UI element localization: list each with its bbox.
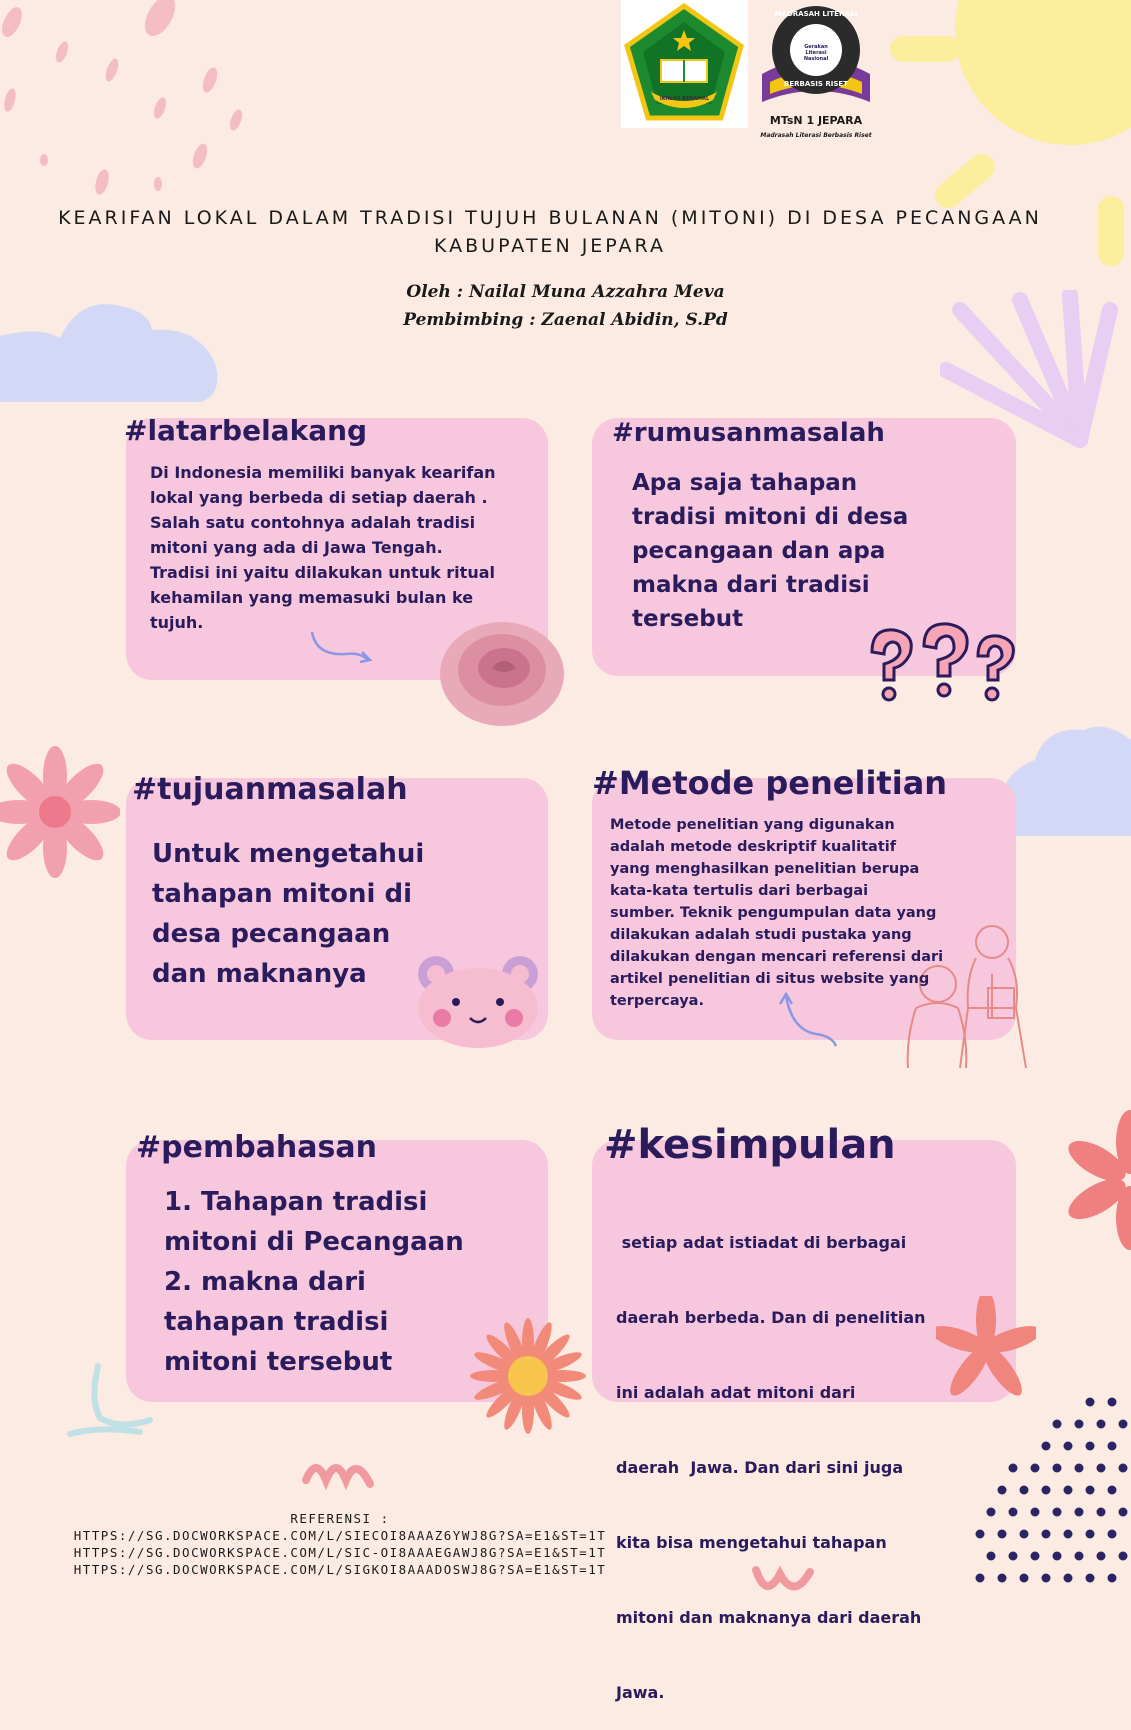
heading-latarbelakang: #latarbelakang xyxy=(124,414,368,447)
body-metodepenelitian: Metode penelitian yang digunakan adalah metode deskriptif kualitatif yang menghasilkan penelitian berupa kata-kata tertulis dari berbagai sumber. Teknik pengumpulan data yang dilakukan adalah studi pustaka yang dilakukan dengan mencari referensi dari artikel penelitian di situs website yang terpercaya. xyxy=(610,817,944,1009)
pink-flower-left-decoration xyxy=(0,740,120,880)
author-line: Oleh : Nailal Muna Azzahra Meva xyxy=(406,282,725,302)
pink-dots-decoration xyxy=(0,0,260,200)
logo-ring-bottom: BERBASIS RISET xyxy=(784,80,848,88)
heading-rumusanmasalah: #rumusanmasalah xyxy=(612,418,885,448)
reference-link-1[interactable]: HTTPS://SG.DOCWORKSPACE.COM/L/SIECOI8AAAZ6YWJ8G?SA=E1&ST=1T xyxy=(73,1528,607,1543)
heading-pembahasan: #pembahasan xyxy=(136,1130,377,1165)
navy-dots-decoration xyxy=(960,1390,1131,1600)
advisor-line: Pembimbing : Zaenal Abidin, S.Pd xyxy=(403,310,728,330)
mtsn-logo xyxy=(756,4,876,144)
heading-tujuanmasalah: #tujuanmasalah xyxy=(132,772,408,807)
logo-tagline: Madrasah Literasi Berbasis Riset xyxy=(760,132,872,139)
title-line-1: KEARIFAN LOKAL DALAM TRADISI TUJUH BULANAN (MITONI) DI DESA PECANGAAN xyxy=(58,207,1042,229)
heading-kesimpulan: #kesimpulan xyxy=(604,1122,896,1168)
kemenag-logo xyxy=(621,0,748,128)
reference-link-2[interactable]: HTTPS://SG.DOCWORKSPACE.COM/L/SIC-OI8AAAEGAWJ8G?SA=E1&ST=1T xyxy=(73,1545,607,1560)
body-kesimpulan: setiap adat istiadat di berbagai daerah berbeda. Dan di penelitian ini adalah adat mitoni dari daerah Jawa. Dan dari sini juga kita bisa mengetahui tahapan mitoni dan maknanya dari daerah Jawa. xyxy=(616,1233,926,1702)
body-rumusanmasalah: Apa saja tahapan tradisi mitoni di desa pecangaan dan apa makna dari tradisi tersebut xyxy=(632,470,909,632)
body-latarbelakang: Di Indonesia memiliki banyak kearifan lokal yang berbeda di setiap daerah . Salah satu contohnya adalah tradisi mitoni yang ada di Jawa Tengah. Tradisi ini yaitu dilakukan untuk ritual kehamilan yang memasuki bulan ke tujuh. xyxy=(150,463,496,632)
coral-flower-right-decoration xyxy=(1050,1110,1131,1250)
daisy-illustration xyxy=(468,1316,588,1436)
pink-squiggle-decoration xyxy=(300,1450,380,1500)
teddy-bear-illustration xyxy=(410,952,546,1048)
star-flower-illustration xyxy=(936,1296,1036,1406)
logo-name: MTsN 1 JEPARA xyxy=(769,114,863,127)
body-tujuanmasalah: Untuk mengetahui tahapan mitoni di desa pecangaan dan maknanya xyxy=(152,839,425,989)
body-pembahasan: 1. Tahapan tradisi mitoni di Pecangaan 2. makna dari tahapan tradisi mitoni tersebut xyxy=(164,1187,464,1377)
poster-title xyxy=(0,204,1100,260)
logo-center-text: Gerakan Literasi Nasional xyxy=(803,44,829,62)
logo-ribbon-text: IKHLAS BERAMAL xyxy=(659,96,710,102)
logo-ring-top: MADRASAH LITERASI xyxy=(774,10,858,18)
references-label: REFERENSI : xyxy=(290,1511,390,1526)
title-line-2: KABUPATEN JEPARA xyxy=(434,235,666,257)
heading-metodepenelitian: #Metode penelitian xyxy=(592,764,948,802)
references xyxy=(0,1510,680,1578)
reference-link-3[interactable]: HTTPS://SG.DOCWORKSPACE.COM/L/SIGKOI8AAADOSWJ8G?SA=E1&ST=1T xyxy=(73,1562,607,1577)
